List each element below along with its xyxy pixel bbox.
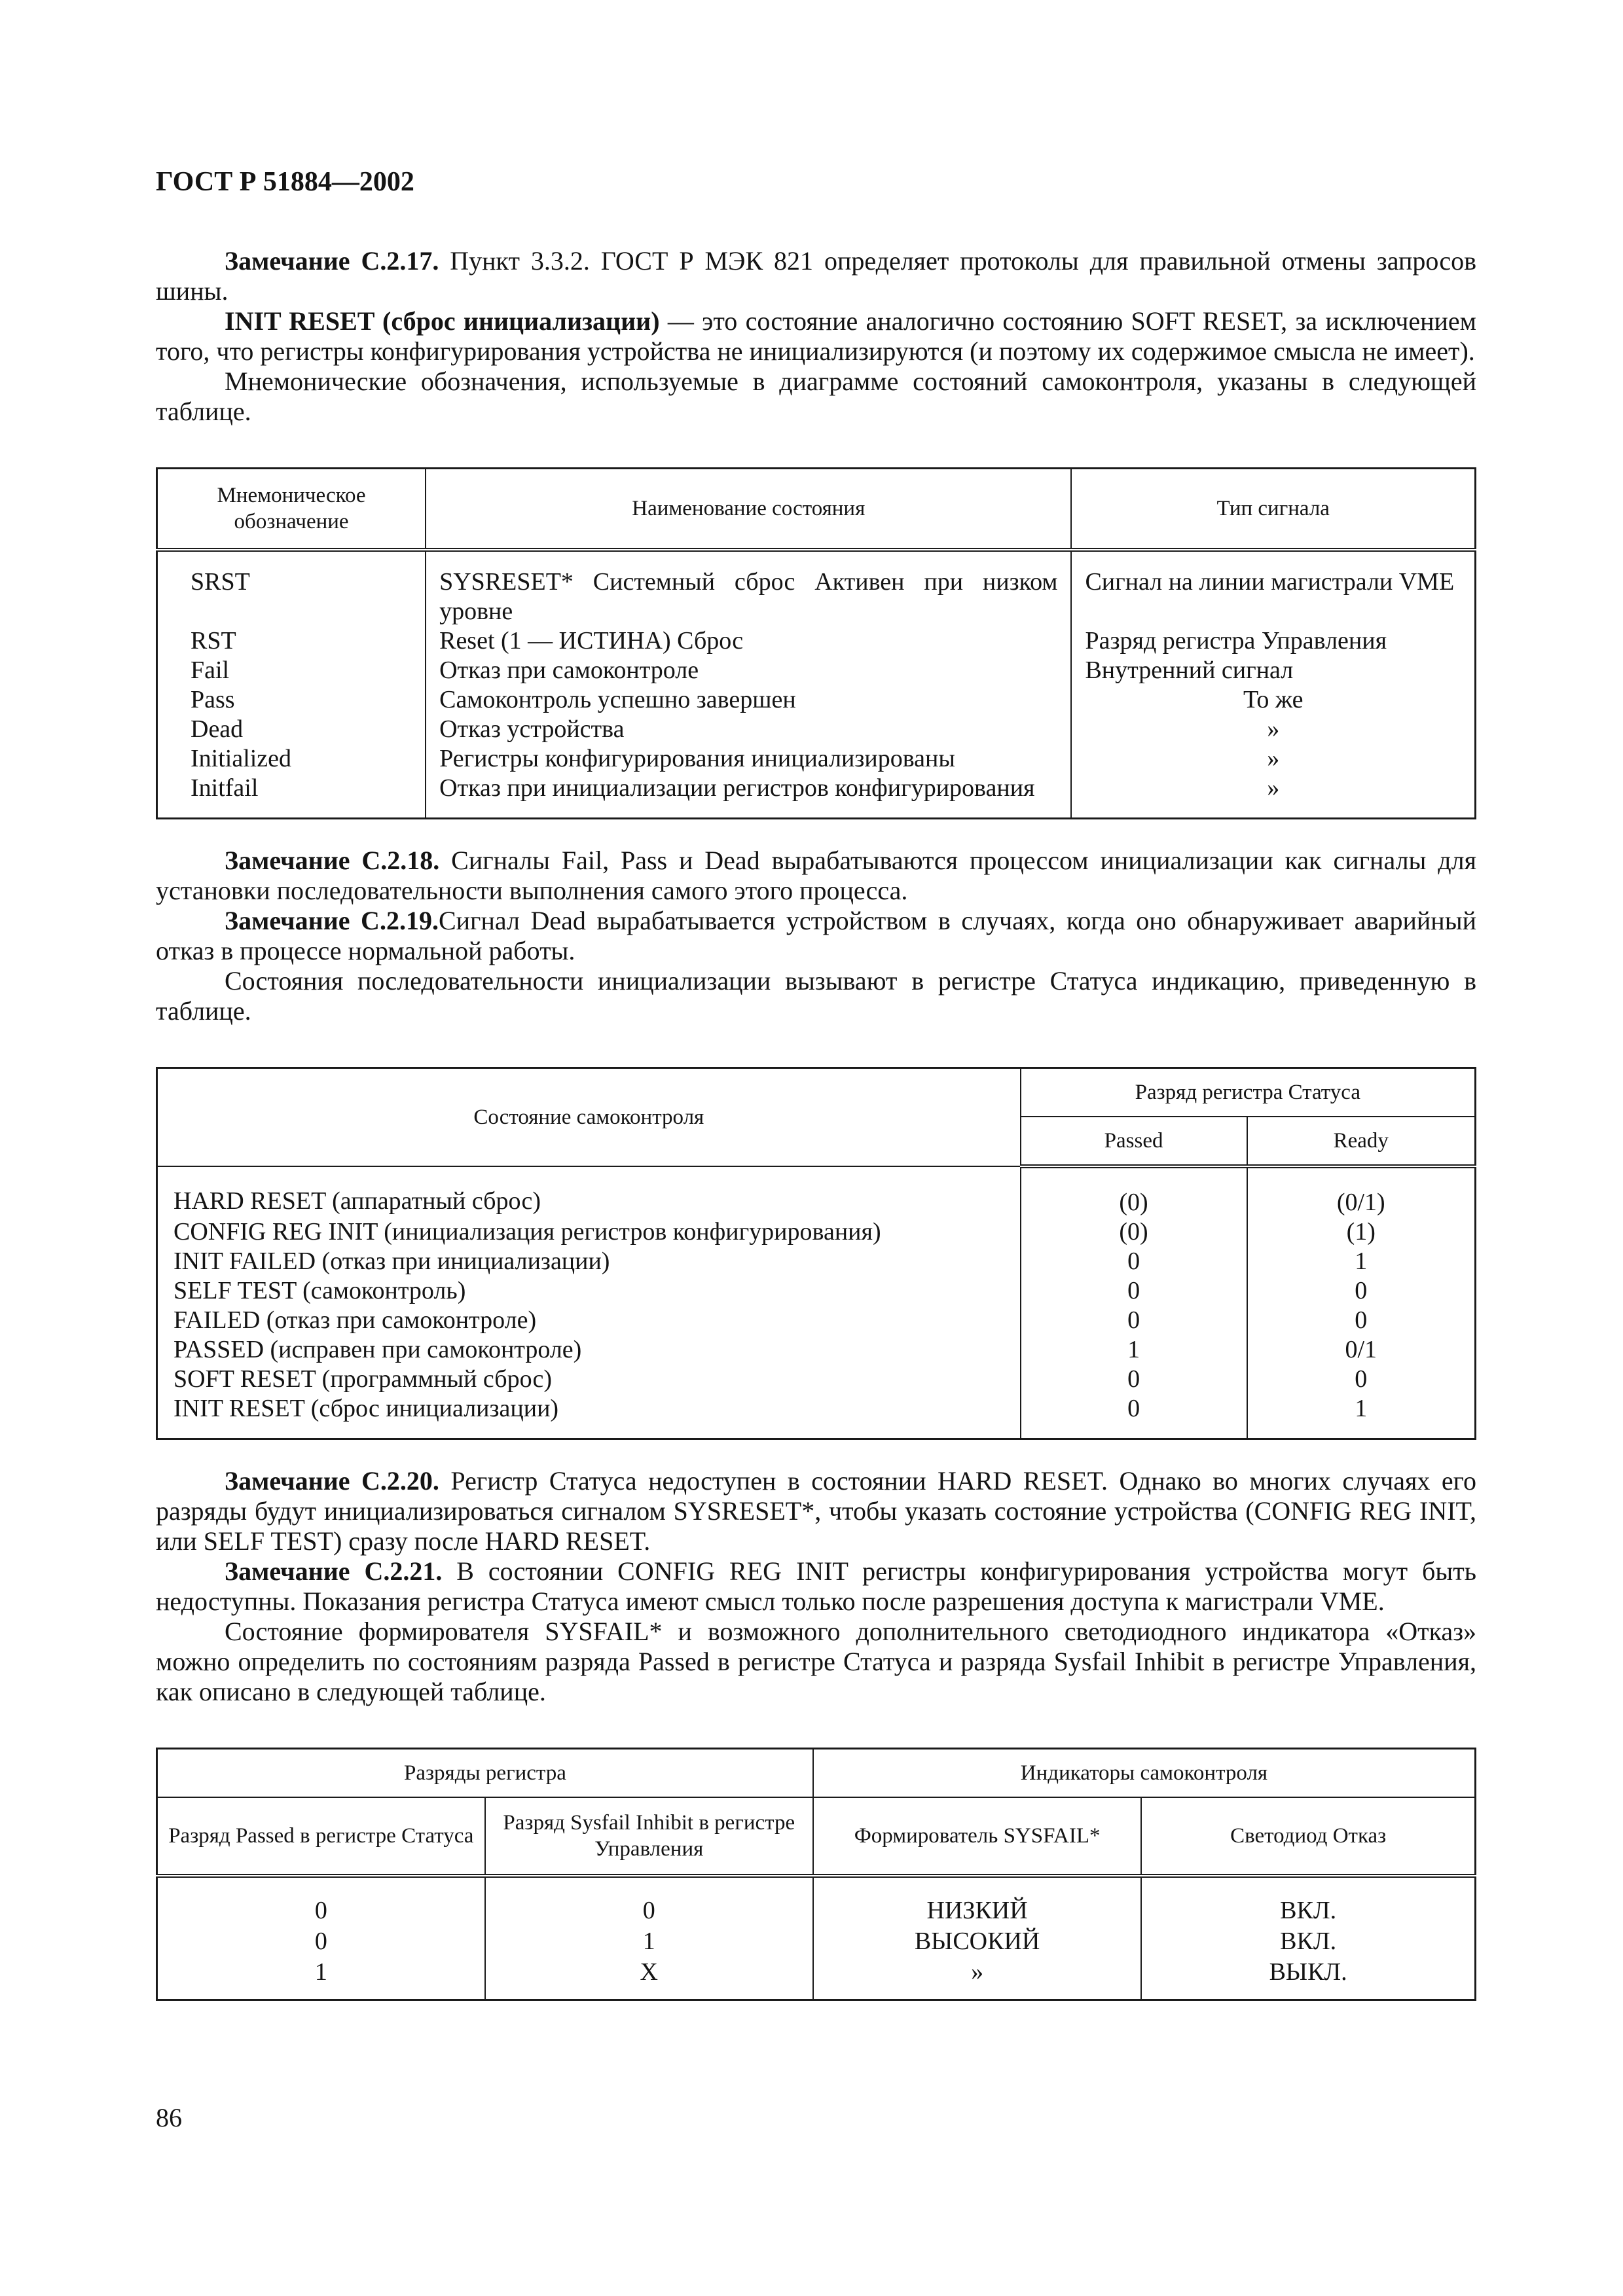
table-header-row [157,469,1476,550]
note-c-2-19 [156,906,1476,966]
header-self-test-indicators: Индикаторы самоконтроля [813,1749,1476,1798]
cell-passed-bit: 0 [314,1928,327,1955]
note-text: Сигналы Fail, Pass и Dead вырабатываются процессом инициализации как сигналы для установки последовательности выполнения самого этого процесса. [156,846,1476,905]
cell-passed: (0) [1021,1166,1247,1217]
note-text: Сигнал Dead вырабатывается устройством в случаях, когда оно обнаруживает аварийный отказ в процессе нормальной работы. [156,906,1476,965]
table-row [157,715,1476,744]
cell-state: INIT FAILED (отказ при инициализации) [173,1247,610,1275]
table-row [157,1276,1476,1306]
cell-ready: 1 [1247,1394,1476,1439]
cell-passed: (0) [1021,1217,1247,1247]
cell-ready: 0/1 [1247,1335,1476,1365]
table2-intro: Состояния последовательности инициализации вызывают в регистре Статуса индикацию, приведенную в таблице. [156,966,1476,1026]
cell-state-name: SYSRESET* Системный сброс Активен при низком уровне [426,550,1071,626]
cell-state: FAILED (отказ при самоконтроле) [173,1306,537,1334]
table-row [157,1306,1476,1335]
table-row [157,1247,1476,1276]
cell-ready: 1 [1247,1247,1476,1276]
cell-signal-type: » [1071,715,1475,744]
cell-led: ВКЛ. [1141,1876,1475,1926]
cell-inhibit-bit: X [485,1957,813,2000]
table-row [157,1957,1476,2000]
cell-led: ВЫКЛ. [1141,1957,1475,2000]
cell-passed: 0 [1021,1247,1247,1276]
cell-mnemonic: Fail [191,656,230,684]
cell-mnemonic: Initfail [191,774,259,802]
note-c-2-20 [156,1466,1476,1556]
table1-intro: Мнемонические обозначения, используемые в диаграмме состояний самоконтроля, указаны в следующей таблице. [156,367,1476,426]
header-fail-led: Светодиод Отказ [1141,1797,1475,1876]
status-register-table [156,1067,1476,1440]
cell-state: SOFT RESET (программный сброс) [173,1365,553,1393]
cell-state: HARD RESET (аппаратный сброс) [173,1187,541,1215]
cell-ready: 0 [1247,1365,1476,1394]
note-text: Регистр Статуса недоступен в состоянии HARD RESET. Однако во многих случаях его разряды будут инициализироваться сигналом SYSRESET*, чтобы указать состояние устройства (CONFIG REG INIT, или SELF TEST) сразу после HARD RESET. [156,1466,1476,1556]
cell-inhibit-bit: 0 [485,1876,813,1926]
table-row [157,744,1476,774]
cell-mnemonic: Dead [191,715,244,743]
table-row [157,1217,1476,1247]
cell-signal-type: То же [1071,685,1475,715]
header-mnemonic: Мнемоническое обозначение [217,484,366,533]
note-label: Замечание С.2.18. [225,846,440,875]
table3-intro: Состояние формирователя SYSFAIL* и возможного дополнительного светодиодного индикатора «Отказ» можно определить по состояниям разряда Passed в регистре Статуса и разряда Sysfail Inhibit в регистре Управления, как описано в следующей таблице. [156,1617,1476,1706]
header-signal-type: Тип сигнала [1071,469,1475,550]
cell-passed: 0 [1021,1306,1247,1335]
header-sysfail-inhibit-bit: Разряд Sysfail Inhibit в регистре Управления [485,1797,813,1876]
note-c-2-18 [156,846,1476,906]
note-label: Замечание С.2.19. [225,906,439,935]
cell-passed: 1 [1021,1335,1247,1365]
cell-signal-type: Разряд регистра Управления [1071,626,1475,656]
cell-passed: 0 [1021,1276,1247,1306]
cell-signal-type: » [1071,774,1475,819]
cell-state-name: Reset (1 — ИСТИНА) Сброс [426,626,1071,656]
note-label: Замечание С.2.20. [225,1466,439,1496]
cell-passed: 0 [1021,1365,1247,1394]
cell-state: SELF TEST (самоконтроль) [173,1277,466,1304]
cell-led: ВКЛ. [1141,1926,1475,1957]
header-state-name: Наименование состояния [426,469,1071,550]
table-row [157,685,1476,715]
cell-ready: 0 [1247,1276,1476,1306]
cell-ready: (0/1) [1247,1166,1476,1217]
cell-state-name: Отказ при самоконтроле [426,656,1071,685]
cell-mnemonic: Initialized [191,745,292,772]
term-text: — это состояние аналогично состоянию SOFT RESET, за исключением того, что регистры конфигурирования устройства не инициализируются (и поэтому их содержимое смысла не имеет). [156,306,1476,366]
header-sysfail-driver: Формирователь SYSFAIL* [813,1797,1141,1876]
cell-mnemonic: RST [191,627,236,655]
note-c-2-21 [156,1556,1476,1617]
cell-passed: 0 [1021,1394,1247,1439]
note-c-2-17 [156,246,1476,306]
table-row [157,1365,1476,1394]
note-label: Замечание С.2.21. [225,1556,443,1586]
indicators-table [156,1748,1476,2001]
cell-state-name: Регистры конфигурирования инициализированы [426,744,1071,774]
table-header-row [157,1797,1476,1876]
table-row [157,550,1476,626]
init-reset-definition [156,306,1476,367]
table-row [157,1166,1476,1217]
cell-state: CONFIG REG INIT (инициализация регистров конфигурирования) [173,1218,881,1246]
section-2 [156,846,1476,1026]
section-3 [156,1466,1476,1707]
page-number: 86 [156,2103,182,2132]
table-row [157,626,1476,656]
note-text: В состоянии CONFIG REG INIT регистры конфигурирования устройства могут быть недоступны. Показания регистра Статуса имеют смысл только после разрешения доступа к магистрали VME. [156,1556,1476,1616]
header-status-register-bit: Разряд регистра Статуса [1021,1068,1476,1117]
cell-passed-bit: 0 [314,1897,327,1924]
cell-ready: (1) [1247,1217,1476,1247]
cell-inhibit-bit: 1 [485,1926,813,1957]
mnemonics-table [156,467,1476,819]
table-header-row [157,1068,1476,1117]
cell-mnemonic: Pass [191,686,235,713]
note-label: Замечание С.2.17. [225,246,439,276]
table-row [157,1926,1476,1957]
table-row [157,774,1476,819]
cell-state-name: Отказ при инициализации регистров конфигурирования [426,774,1071,819]
term-label: INIT RESET (сброс инициализации) [225,306,660,336]
table-row [157,1335,1476,1365]
cell-sysfail: ВЫСОКИЙ [813,1926,1141,1957]
header-passed: Passed [1021,1117,1247,1166]
header-register-bits: Разряды регистра [157,1749,813,1798]
note-text: Пункт 3.3.2. ГОСТ Р МЭК 821 определяет протоколы для правильной отмены запросов шины. [156,246,1476,306]
document-header: ГОСТ Р 51884—2002 [156,167,414,197]
header-ready: Ready [1247,1117,1476,1166]
cell-state-name: Отказ устройства [426,715,1071,744]
table-row [157,656,1476,685]
cell-state: PASSED (исправен при самоконтроле) [173,1336,582,1363]
cell-signal-type: Сигнал на линии магистрали VME [1071,550,1475,626]
document-page [156,164,1476,2001]
cell-ready: 0 [1247,1306,1476,1335]
cell-sysfail: НИЗКИЙ [813,1876,1141,1926]
cell-signal-type: » [1071,744,1475,774]
cell-state-name: Самоконтроль успешно завершен [426,685,1071,715]
cell-state: INIT RESET (сброс инициализации) [173,1395,559,1422]
cell-passed-bit: 1 [314,1958,327,1986]
table-row [157,1394,1476,1439]
table-row [157,1876,1476,1926]
cell-signal-type: Внутренний сигнал [1071,656,1475,685]
header-self-test-state: Состояние самоконтроля [157,1068,1021,1167]
header-passed-bit: Разряд Passed в регистре Статуса [157,1797,485,1876]
cell-mnemonic: SRST [191,568,250,596]
cell-sysfail: » [813,1957,1141,2000]
table-header-row [157,1749,1476,1798]
